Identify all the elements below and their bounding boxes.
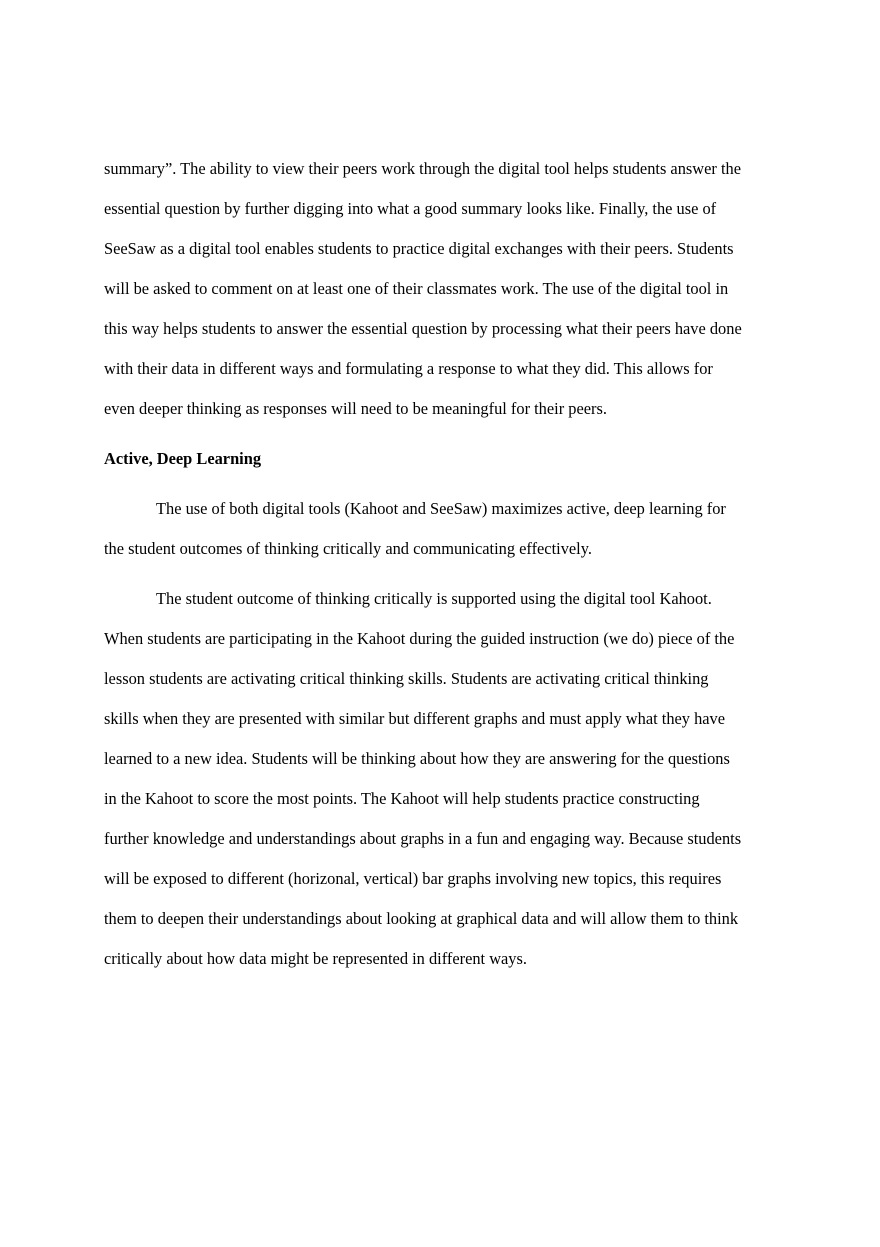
paragraph-line: SeeSaw as a digital tool enables students to practice digital exchanges with their peers. Students bbox=[104, 239, 734, 258]
paragraph-line: in the Kahoot to score the most points. The Kahoot will help students practice constructing bbox=[104, 789, 700, 808]
paragraph-digital-tools bbox=[104, 494, 784, 574]
paragraph-line: further knowledge and understandings about graphs in a fun and engaging way. Because students bbox=[104, 829, 742, 848]
paragraph-line: will be exposed to different (horizonal, vertical) bar graphs involving new topics, this requires bbox=[104, 869, 722, 888]
paragraph-line: critically about how data might be represented in different ways. bbox=[104, 949, 527, 968]
paragraph-line: lesson students are activating critical thinking skills. Students are activating critical thinking bbox=[104, 669, 709, 688]
paragraph-thinking-critically bbox=[104, 584, 784, 984]
paragraph-line: When students are participating in the Kahoot during the guided instruction (we do) piece of the bbox=[104, 629, 735, 648]
paragraph-line: summary”. The ability to view their peers work through the digital tool helps students answer the bbox=[104, 159, 741, 178]
paragraph-line: will be asked to comment on at least one of their classmates work. The use of the digital tool in bbox=[104, 279, 729, 298]
paragraph-line: The use of both digital tools (Kahoot and SeeSaw) maximizes active, deep learning for bbox=[156, 499, 726, 518]
paragraph-line: the student outcomes of thinking critically and communicating effectively. bbox=[104, 539, 592, 558]
document-body bbox=[104, 154, 784, 984]
paragraph-line: them to deepen their understandings about looking at graphical data and will allow them to think bbox=[104, 909, 739, 928]
section-heading: Active, Deep Learning bbox=[104, 449, 262, 468]
paragraph-line: essential question by further digging into what a good summary looks like. Finally, the use of bbox=[104, 199, 717, 218]
paragraph-line: learned to a new idea. Students will be thinking about how they are answering for the questions bbox=[104, 749, 730, 768]
paragraph-line: skills when they are presented with similar but different graphs and must apply what they have bbox=[104, 709, 726, 728]
paragraph-line: this way helps students to answer the essential question by processing what their peers have done bbox=[104, 319, 742, 338]
paragraph-line: even deeper thinking as responses will need to be meaningful for their peers. bbox=[104, 399, 607, 418]
paragraph-line: The student outcome of thinking critically is supported using the digital tool Kahoot. bbox=[156, 589, 712, 608]
paragraph-spacer bbox=[104, 574, 784, 584]
paragraph-seesaw-continuation bbox=[104, 154, 784, 434]
paragraph-line: with their data in different ways and formulating a response to what they did. This allows for bbox=[104, 359, 713, 378]
